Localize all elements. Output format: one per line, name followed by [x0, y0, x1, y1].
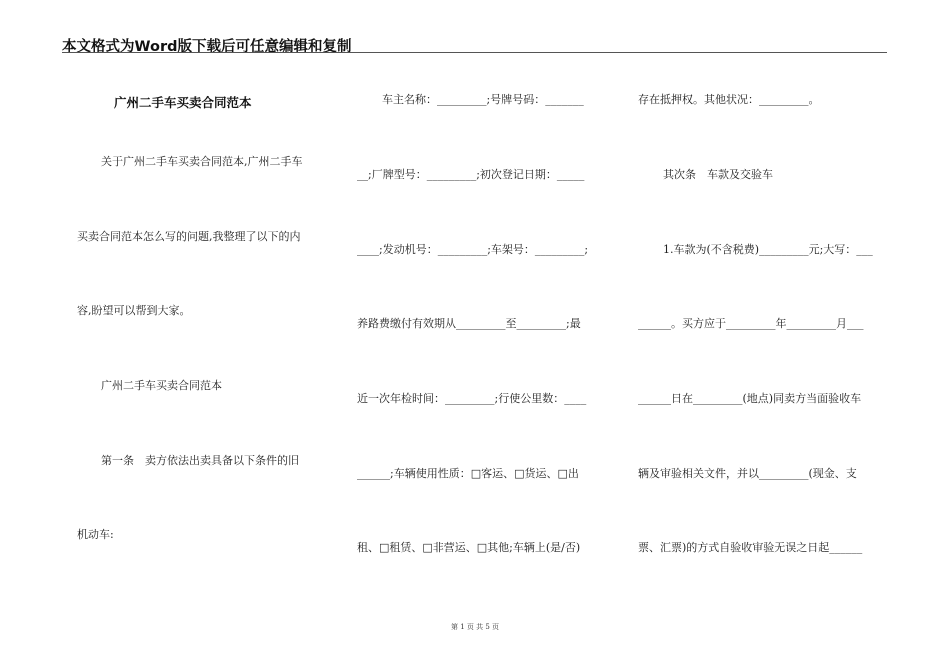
- header-divider: [62, 52, 887, 53]
- text-line: 租、□租赁、□非营运、□其他;车辆上(是/否): [357, 541, 581, 554]
- text-line: 其次条 车款及交验车: [663, 168, 773, 181]
- page-number: 第 1 页 共 5 页: [450, 623, 500, 631]
- text-line: 广州二手车买卖合同范本: [101, 379, 222, 392]
- text-line: 1.车款为(不含税费)_________元;大写：___: [663, 243, 873, 256]
- text-line: 第一条 卖方依法出卖具备以下条件的旧: [101, 454, 299, 467]
- text-line: ______;车辆使用性质：□客运、□货运、□出: [357, 467, 579, 480]
- header-title: 本文格式为Word版下载后可任意编辑和复制: [62, 39, 352, 55]
- document-title: 广州二手车买卖合同范本: [114, 95, 252, 110]
- text-line: ____;发动机号：_________;车架号：_________;: [357, 243, 589, 256]
- text-line: 买卖合同范本怎么写的问题,我整理了以下的内: [77, 230, 301, 243]
- text-line: ______日在_________(地点)同卖方当面验收车: [638, 392, 862, 405]
- text-line: 辆及审验相关文件，并以_________(现金、支: [638, 467, 857, 480]
- text-line: 近一次年检时间：_________;行使公里数：____: [357, 392, 587, 405]
- text-line: 车主名称：_________;号牌号码：_______: [382, 93, 584, 106]
- text-line: __;厂牌型号：_________;初次登记日期：_____: [357, 168, 585, 181]
- text-line: 容,盼望可以帮到大家。: [77, 304, 191, 317]
- text-line: 存在抵押权。其他状况：_________。: [638, 93, 820, 106]
- text-line: 票、汇票)的方式自验收审验无误之日起______: [638, 541, 863, 554]
- text-line: 关于广州二手车买卖合同范本,广州二手车: [101, 155, 303, 168]
- text-line: 养路费缴付有效期从_________至_________;最: [357, 317, 581, 330]
- text-line: 机动车:: [77, 528, 114, 541]
- text-line: ______。买方应于_________年_________月___: [638, 317, 864, 330]
